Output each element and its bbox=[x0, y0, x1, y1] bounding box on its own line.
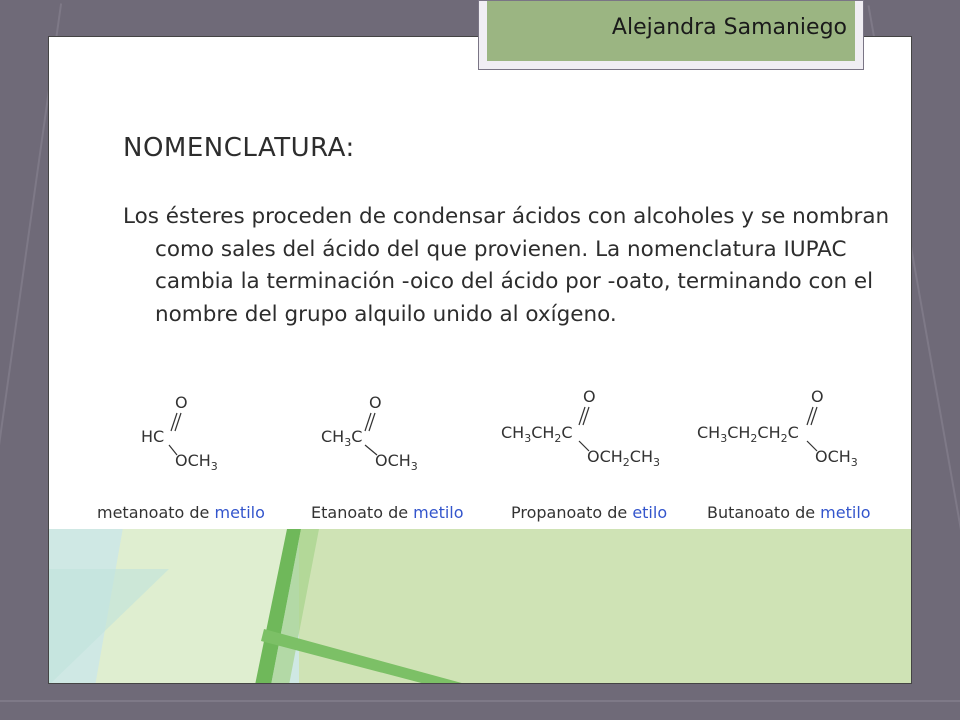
carbonyl-oxygen: O bbox=[369, 393, 382, 412]
structure-ethyl-propanoate bbox=[501, 387, 681, 477]
structure-metil-formate bbox=[139, 389, 279, 479]
example-name: metanoato de metilo bbox=[97, 503, 265, 522]
author-tab-fill bbox=[487, 1, 855, 61]
decorative-stripes bbox=[49, 529, 912, 684]
body-paragraph: Los ésteres proceden de condensar ácidos con alcoholes y se nombran como sales del ácido del que provienen. La nomenclatura IUPAC cambia la terminación -oico del ácido por -oato, terminando con el nombre del grupo alquilo unido al oxígeno. bbox=[123, 204, 890, 327]
example-name: Etanoato de metilo bbox=[311, 503, 464, 522]
formula-left: $CH_3CH_2CH_2C$ bbox=[697, 423, 799, 445]
formula-right: $OCH_3$ bbox=[175, 451, 218, 473]
author-tab bbox=[478, 0, 864, 70]
alkyl-group-name: metilo bbox=[214, 503, 265, 522]
alkyl-group-name: metilo bbox=[820, 503, 871, 522]
carbonyl-oxygen: O bbox=[583, 387, 596, 406]
formula-left: $CH_3CH_2C$ bbox=[501, 423, 573, 445]
author-name: Alejandra Samaniego bbox=[611, 15, 847, 40]
slide bbox=[48, 36, 912, 684]
example-name: Butanoato de metilo bbox=[707, 503, 871, 522]
formula-right: $OCH_2CH_3$ bbox=[587, 447, 660, 469]
slide-title: NOMENCLATURA: bbox=[123, 133, 355, 163]
formula-right: $OCH_3$ bbox=[815, 447, 858, 469]
background-line bbox=[0, 700, 960, 702]
example-name: Propanoato de etilo bbox=[511, 503, 668, 522]
formula-left: $CH_3C$ bbox=[321, 427, 363, 449]
carbonyl-oxygen: O bbox=[811, 387, 824, 406]
structure-methyl-butanoate bbox=[697, 387, 897, 477]
alkyl-group-name: metilo bbox=[413, 503, 464, 522]
carbonyl-oxygen: O bbox=[175, 393, 188, 412]
formula-left: HC bbox=[141, 427, 165, 446]
structure-methyl-acetate bbox=[321, 389, 481, 479]
alkyl-group-name: etilo bbox=[632, 503, 668, 522]
formula-right: $OCH_3$ bbox=[375, 451, 418, 473]
